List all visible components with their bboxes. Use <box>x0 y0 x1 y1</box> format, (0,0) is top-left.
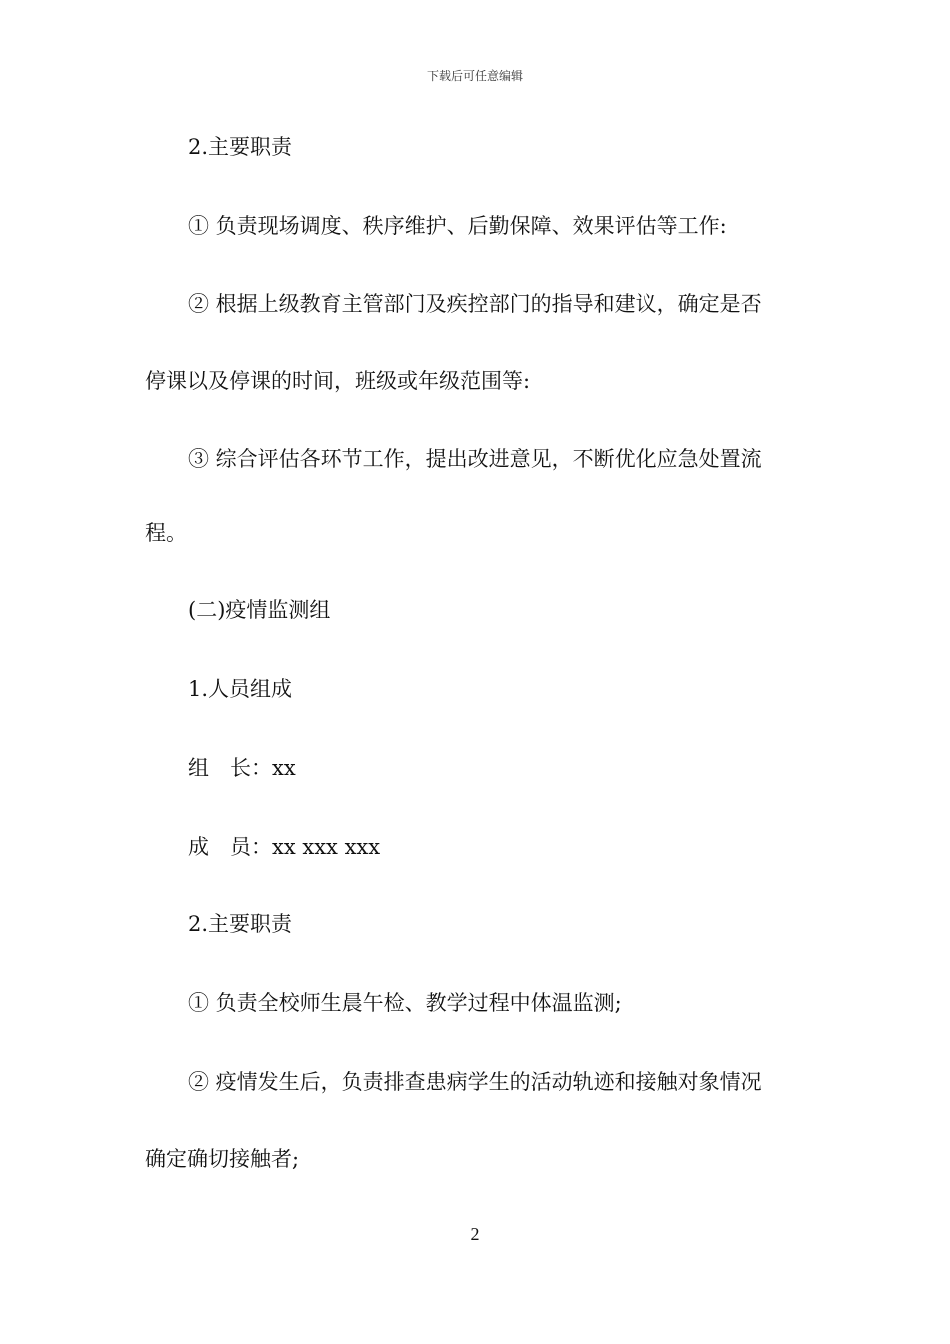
monitoring-duty-item-2-line-1: ② 疫情发生后，负责排查患病学生的活动轨迹和接触对象情况 <box>188 1070 762 1094</box>
section-heading-duties: 2.主要职责 <box>188 135 293 159</box>
monitoring-duty-item-1: ① 负责全校师生晨午检、教学过程中体温监测; <box>188 991 622 1015</box>
duty-item-3-line-1: ③ 综合评估各环节工作，提出改进意见，不断优化应急处置流 <box>188 447 762 471</box>
section-heading-monitoring-group: (二)疫情监测组 <box>188 598 331 622</box>
duty-item-1: ① 负责现场调度、秩序维护、后勤保障、效果评估等工作: <box>188 214 727 238</box>
group-leader-line: 组 长：xx <box>188 756 296 780</box>
group-members-line: 成 员：xx xxx xxx <box>188 835 381 859</box>
page-header-note: 下载后可任意编辑 <box>426 69 523 83</box>
page-number: 2 <box>470 1224 480 1244</box>
subsection-heading-duties: 2.主要职责 <box>188 912 293 936</box>
duty-item-2-line-2: 停课以及停课的时间，班级或年级范围等: <box>145 369 531 393</box>
duty-item-2-line-1: ② 根据上级教育主管部门及疾控部门的指导和建议，确定是否 <box>188 292 762 316</box>
monitoring-duty-item-2-line-2: 确定确切接触者; <box>145 1147 300 1171</box>
subsection-heading-members: 1.人员组成 <box>188 677 293 701</box>
duty-item-3-line-2: 程。 <box>145 521 187 545</box>
